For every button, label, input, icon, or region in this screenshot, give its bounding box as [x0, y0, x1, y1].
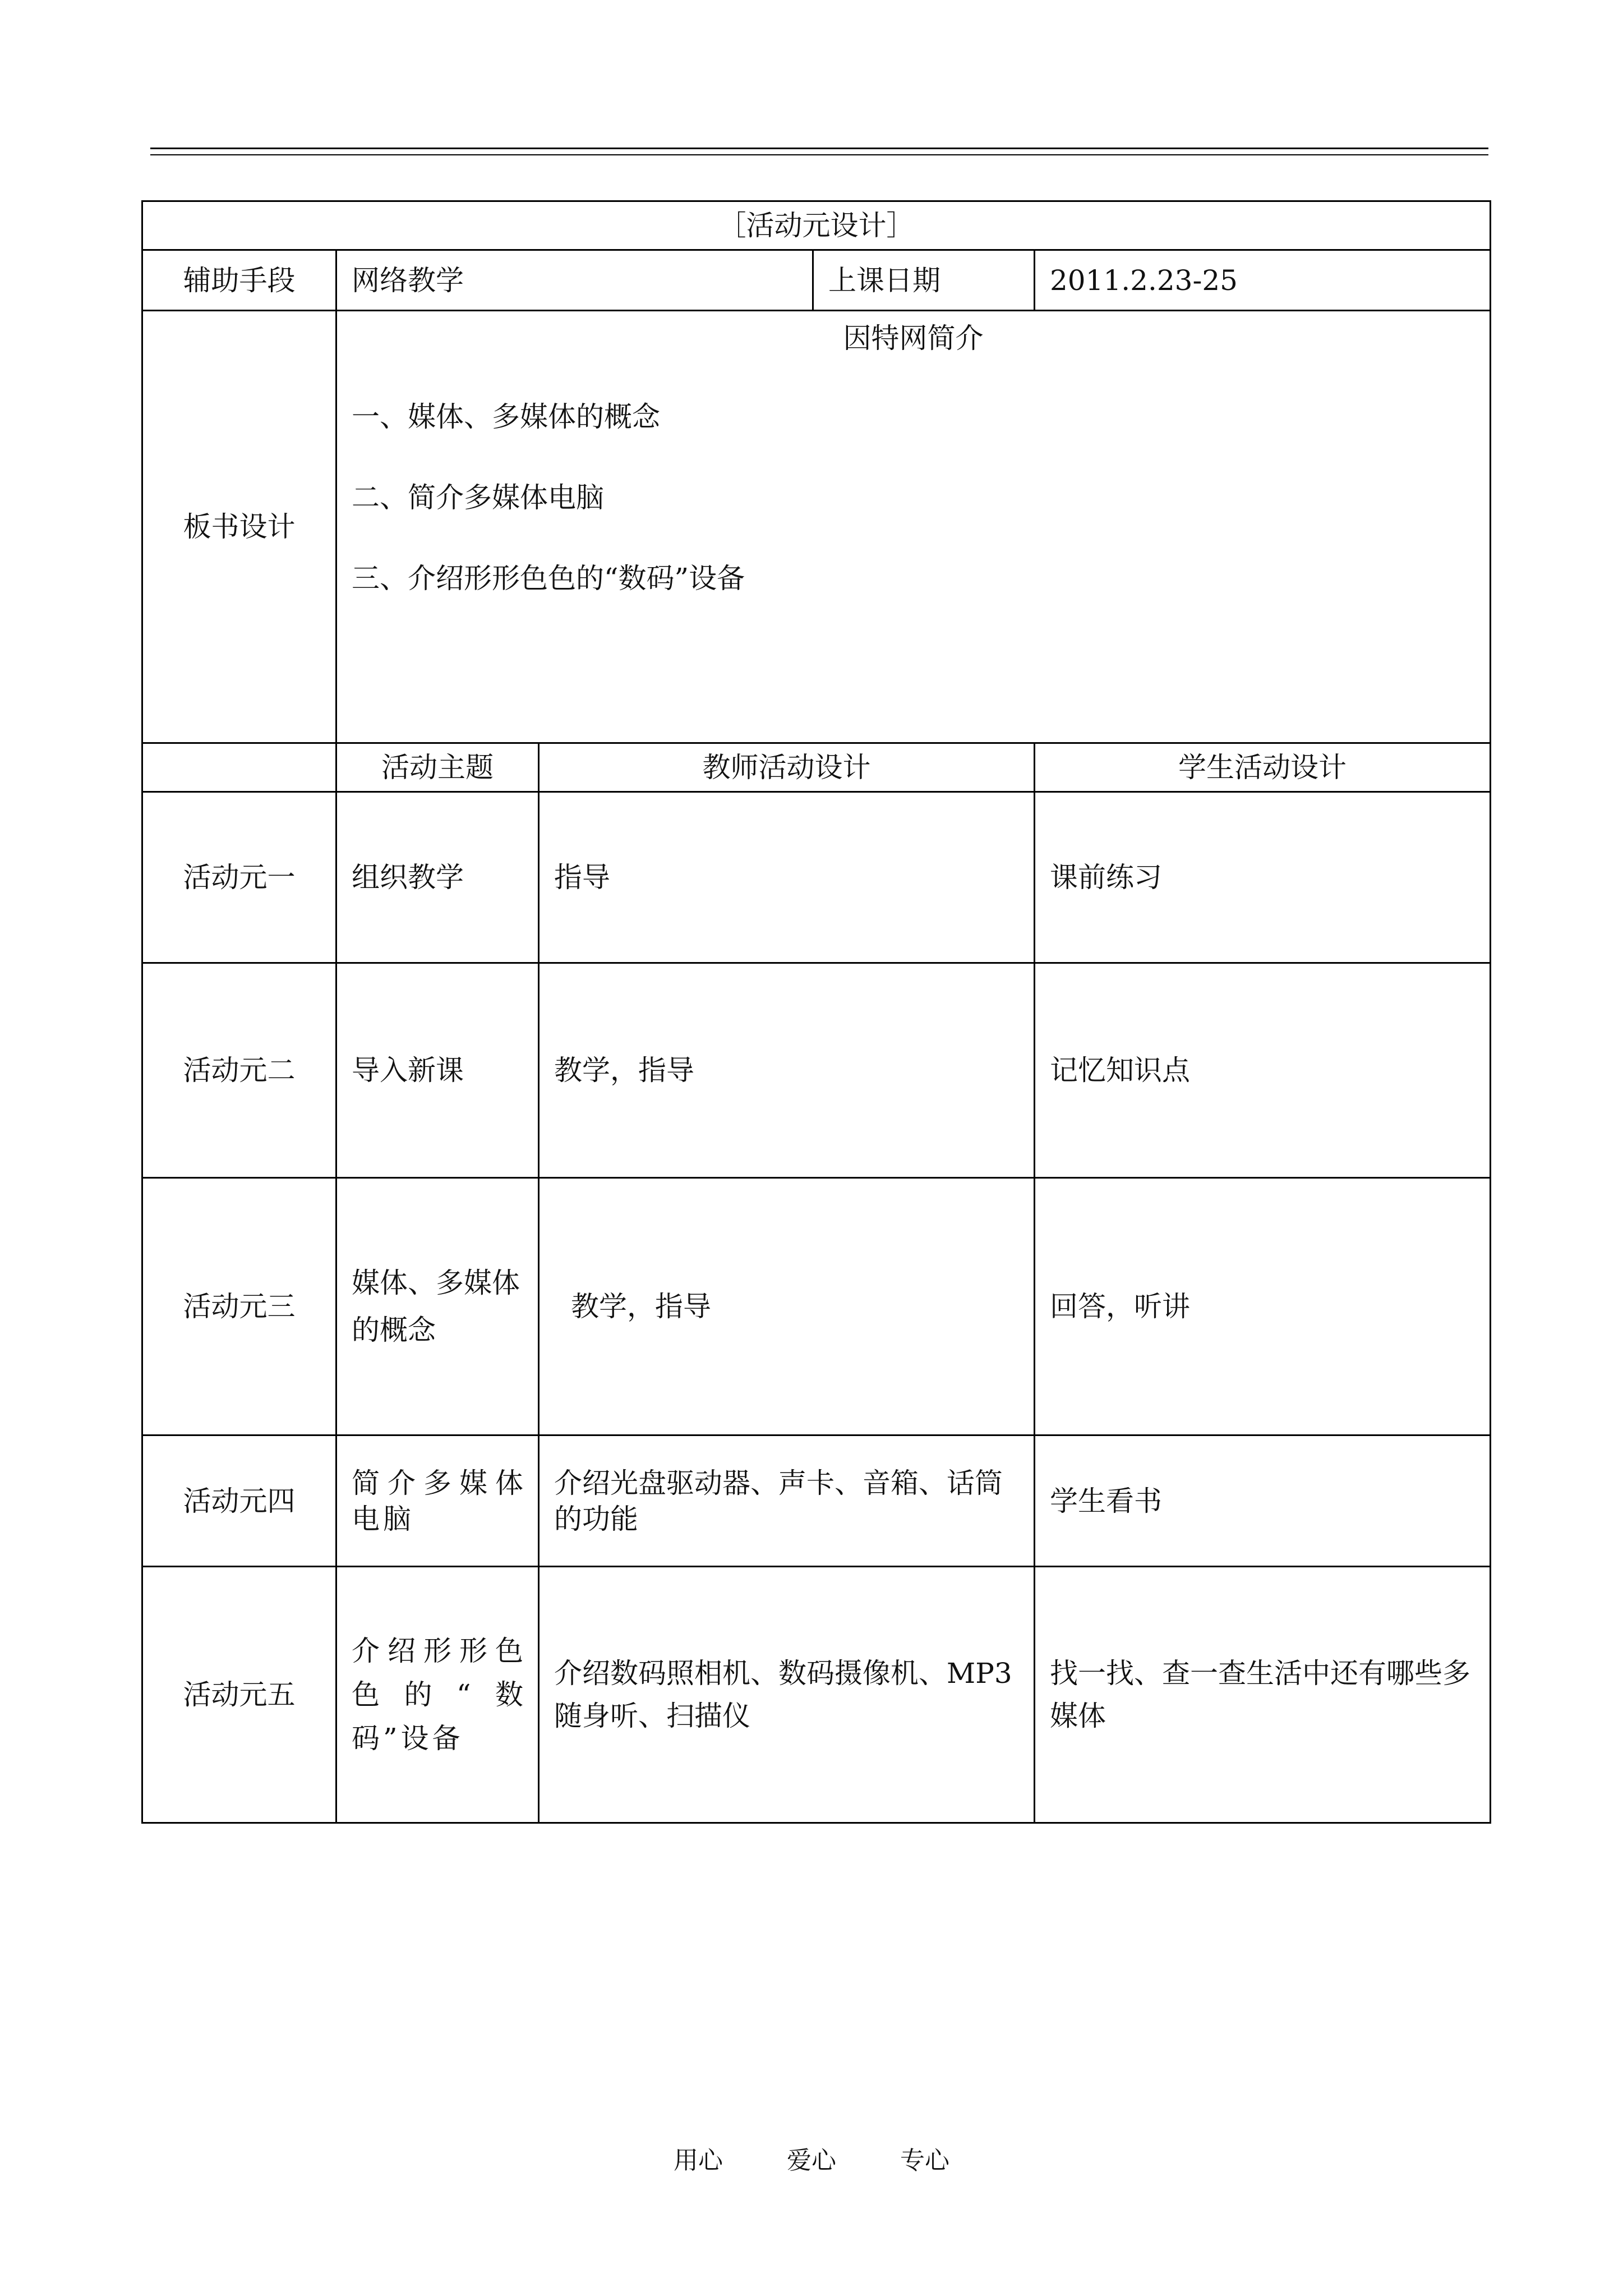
page-footer — [0, 2140, 1623, 2176]
header-theme: 活动主题 — [336, 743, 539, 792]
student-activity: 记忆知识点 — [1035, 963, 1491, 1178]
footer-item-2: 爱心 — [787, 2146, 836, 2175]
teacher-activity: 指导 — [539, 792, 1035, 963]
board-row — [142, 311, 1491, 743]
activity-theme: 媒体、多媒体的概念 — [336, 1178, 539, 1435]
activity-name: 活动元三 — [142, 1178, 336, 1435]
student-activity: 回答，听讲 — [1035, 1178, 1491, 1435]
activity-name: 活动元一 — [142, 792, 336, 963]
activity-design-table — [141, 200, 1491, 1824]
header-blank — [142, 743, 336, 792]
title-row — [142, 201, 1491, 250]
activity-theme: 介绍形形色色的“数码”设备 — [336, 1567, 539, 1823]
teacher-activity: 介绍光盘驱动器、声卡、音箱、话筒的功能 — [539, 1435, 1035, 1567]
footer-item-3: 专心 — [900, 2146, 949, 2175]
header-student: 学生活动设计 — [1035, 743, 1491, 792]
section-title: ［活动元设计］ — [142, 201, 1491, 250]
teacher-activity: 教学，指导 — [539, 963, 1035, 1178]
board-line-1: 一、媒体、多媒体的概念 — [352, 401, 660, 433]
table-row — [142, 1178, 1491, 1435]
activity-theme: 导入新课 — [336, 963, 539, 1178]
table-row — [142, 1567, 1491, 1823]
aux-value: 网络教学 — [336, 250, 813, 311]
table-row — [142, 792, 1491, 963]
board-title: 因特网简介 — [843, 322, 984, 355]
board-line-2: 二、简介多媒体电脑 — [352, 481, 604, 514]
teacher-activity: 介绍数码照相机、数码摄像机、MP3随身听、扫描仪 — [539, 1567, 1035, 1823]
date-label: 上课日期 — [813, 250, 1035, 311]
activity-name: 活动元五 — [142, 1567, 336, 1823]
student-activity: 学生看书 — [1035, 1435, 1491, 1567]
student-activity: 课前练习 — [1035, 792, 1491, 963]
table-row — [142, 963, 1491, 1178]
board-line-3: 三、介绍形形色色的“数码”设备 — [352, 562, 745, 595]
activity-theme: 组织教学 — [336, 792, 539, 963]
teacher-activity: 教学，指导 — [539, 1178, 1035, 1435]
board-content — [336, 311, 1491, 743]
header-teacher: 教师活动设计 — [539, 743, 1035, 792]
header-rule-thick — [150, 148, 1488, 149]
table-row — [142, 1435, 1491, 1567]
date-value: 2011.2.23-25 — [1035, 250, 1491, 311]
activity-name: 活动元四 — [142, 1435, 336, 1567]
footer-item-1: 用心 — [674, 2146, 723, 2175]
student-activity: 找一找、查一查生活中还有哪些多媒体 — [1035, 1567, 1491, 1823]
aux-label: 辅助手段 — [142, 250, 336, 311]
column-header-row — [142, 743, 1491, 792]
aux-row — [142, 250, 1491, 311]
board-label: 板书设计 — [142, 311, 336, 743]
activity-theme: 简介多媒体电脑 — [336, 1435, 539, 1567]
activity-name: 活动元二 — [142, 963, 336, 1178]
header-rule-thin — [150, 154, 1488, 155]
